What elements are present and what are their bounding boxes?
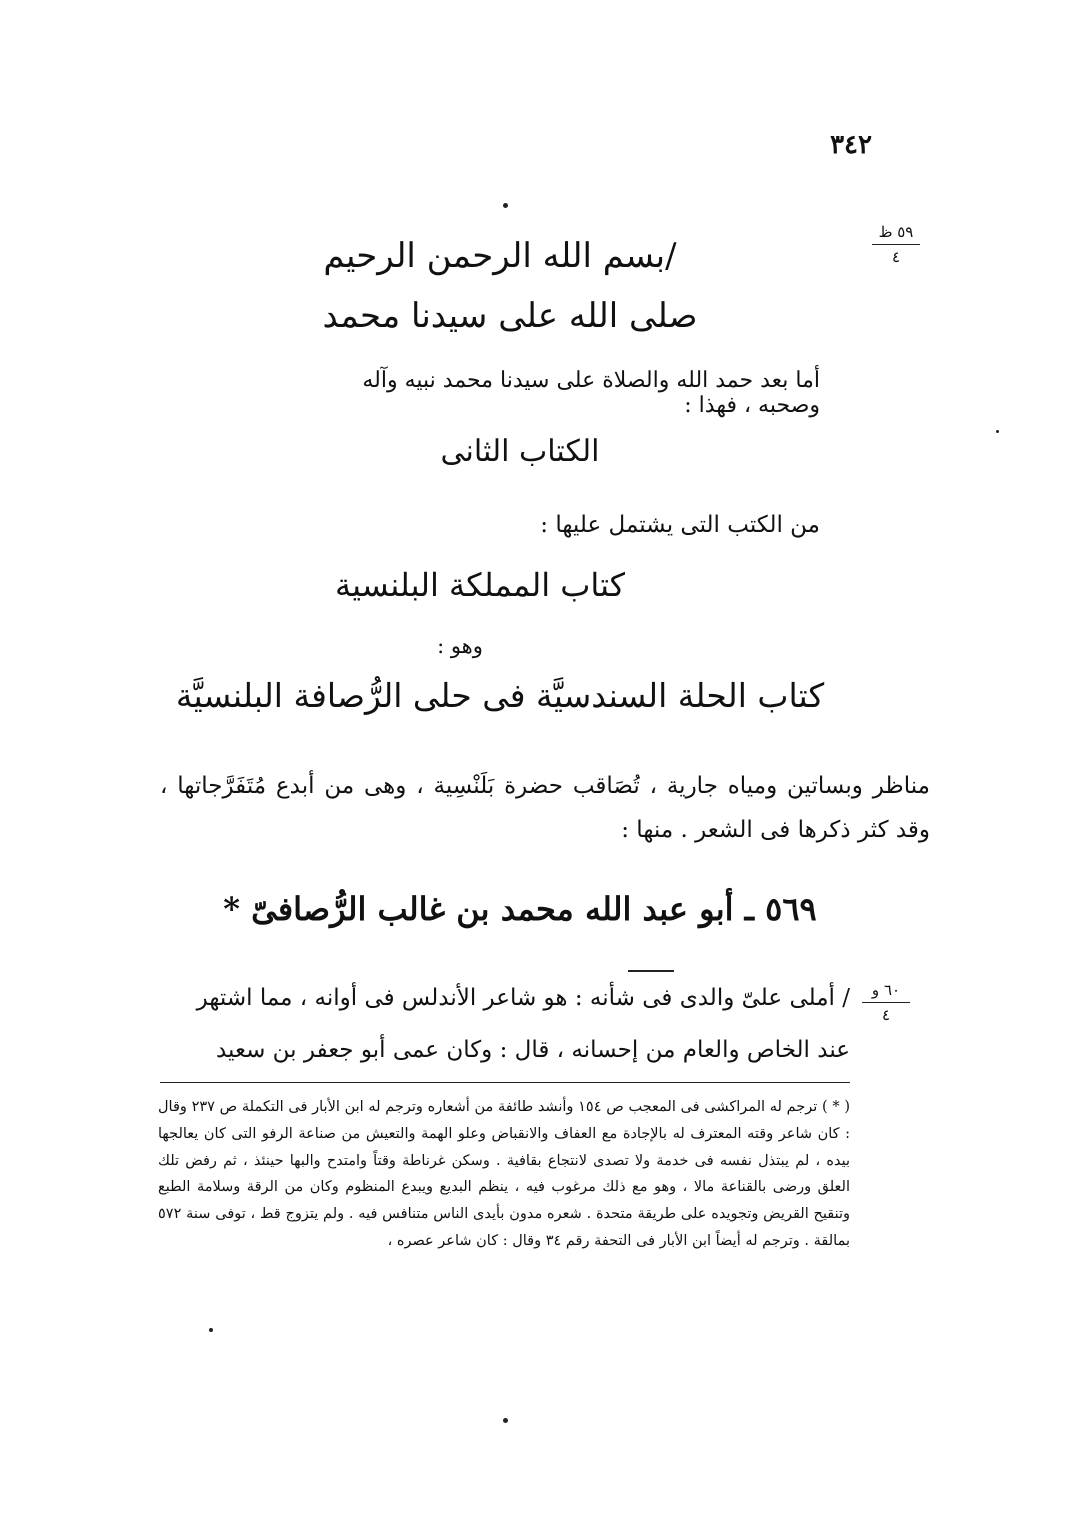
ink-dot [503, 203, 508, 208]
from-books-line: من الكتب التى يشتمل عليها : [540, 512, 820, 538]
overline-rule [628, 970, 674, 972]
bio-line: عند الخاص والعام من إحسانه ، قال : وكان عمى أبو جعفر بن سعيد [215, 1037, 850, 1063]
intro-line: أما بعد حمد الله والصلاة على سيدنا محمد نبيه وآله وصحبه ، فهذا : [362, 368, 820, 418]
entry-heading: ٥٦٩ ـ أبو عبد الله محمد بن غالب الرُّصافىّ * [223, 890, 817, 928]
full-book-title: كتاب الحلة السندسيَّة فى حلى الرُّصافة البلنسيَّة [175, 676, 825, 715]
ink-dot [209, 1328, 213, 1332]
page-number: ٣٤٢ [830, 130, 872, 160]
description-paragraph: مناظر وبساتين ومياه جارية ، تُصَاقب حضرة بَلَنْسِية ، وهى من أبدع مُتَفَرَّجاتها ، وقد كثر ذكرها فى الشعر . منها : [160, 773, 930, 843]
and-it-is: وهو : [437, 634, 483, 658]
folio-top: ٥٩ ظ [878, 223, 914, 241]
footnote-divider [160, 1082, 850, 1083]
basmala: /بسم الله الرحمن الرحيم [323, 236, 677, 276]
folio-bottom: ٤ [891, 248, 901, 266]
salawat: صلى الله على سيدنا محمد [322, 296, 698, 336]
kingdom-title: كتاب المملكة البلنسية [334, 566, 626, 604]
book-title: الكتاب الثانى [440, 434, 600, 469]
margin-folio-60 [862, 980, 910, 1025]
ink-dot [503, 1418, 508, 1423]
footnote: ( * ) ترجم له المراكشى فى المعجب ص ١٥٤ وأنشد طائفة من أشعاره وترجم له ابن الأبار فى التكملة ص ٢٣٧ وقال : كان شاعر وقته المعترف له بالإجادة مع العفاف والانقباض وعلو الهمة والتعيش من صناعة الرفو التى كان يعالجها بيده ، لم يبتذل نفسه فى خدمة ولا تصدى لانتجاع بقافية . وسكن غرناطة وقتاً وامتدح والبها حينئذ ، ثم رفض تلك العلق ورضى بالقناعة مالا ، وهو مع ذلك مرغوب فيه ، ينظم البديع ويبدع المنظوم وكان من الرقة وسلامة الطبع وتنقيح القريض وتجويده على طريقة متحدة . شعره مدون بأيدى الناس متنافس فيه . ولم يتزوج قط ، توفى سنة ٥٧٢ بمالقة . وترجم له أيضاً ابن الأبار فى التحفة رقم ٣٤ وقال : كان شاعر عصره ، [158, 1099, 850, 1249]
folio-rule [872, 244, 920, 245]
folio-bottom: ٤ [881, 1006, 891, 1024]
margin-folio-59 [872, 222, 920, 267]
ink-dot [996, 430, 999, 433]
folio-rule [862, 1002, 910, 1003]
bio-line: / أملى علىّ والدى فى شأنه : هو شاعر الأندلس فى أوانه ، مما اشتهر [196, 985, 850, 1011]
folio-top: ٦٠ و [871, 981, 901, 999]
